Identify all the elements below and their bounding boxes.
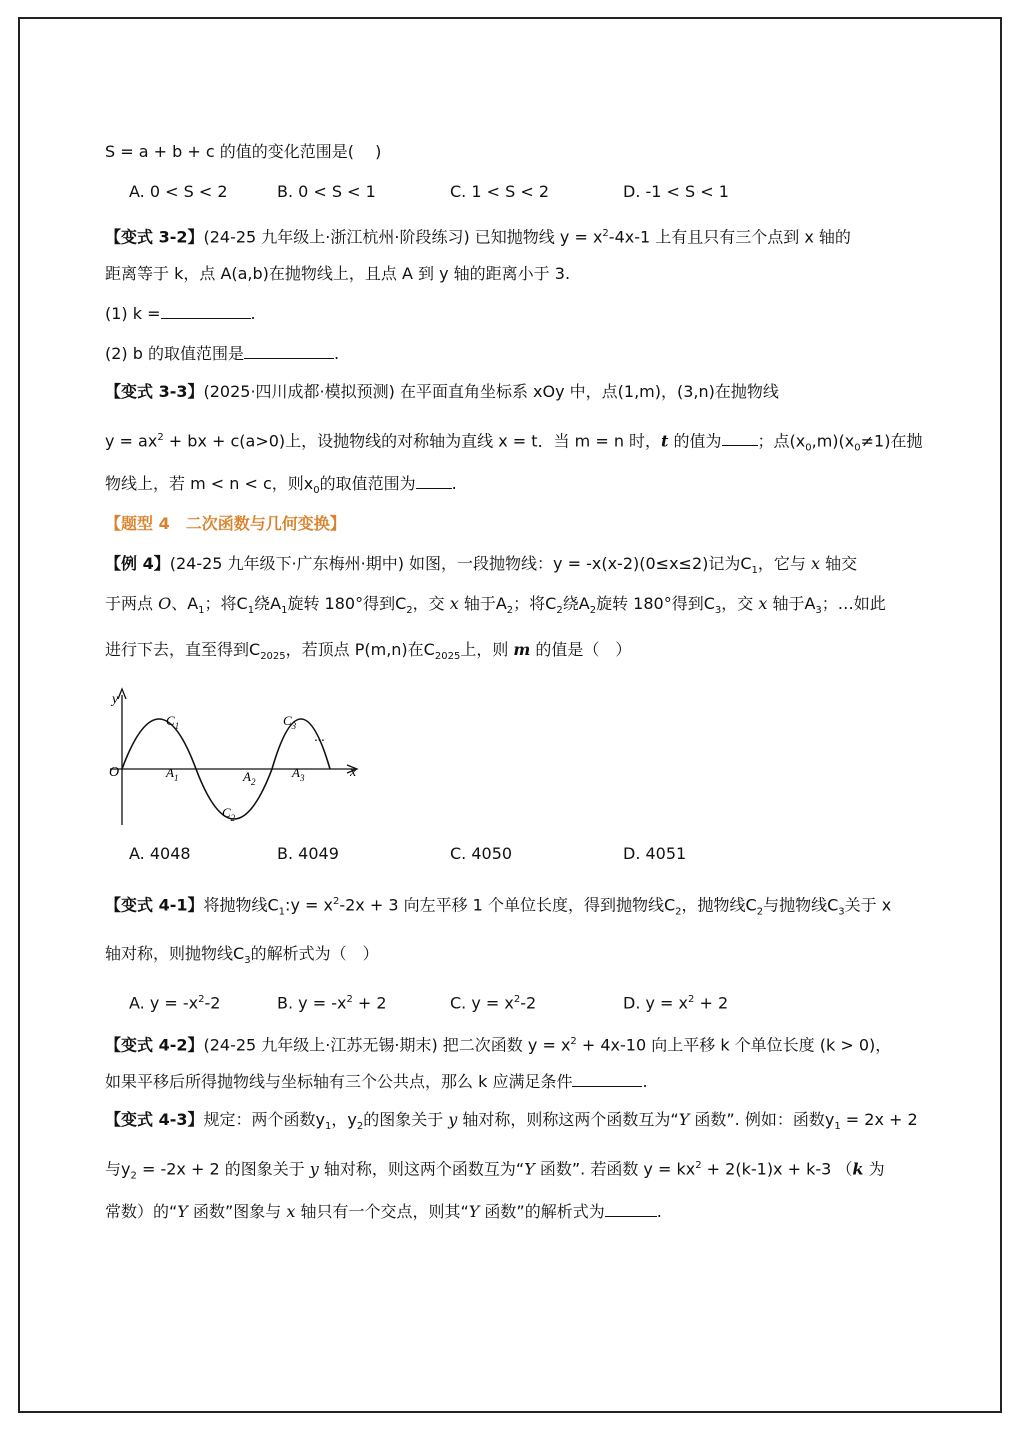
ex4-line2: 于两点 O、$A_1$；将$C_1$绕$A_1$旋转 180°得到$C_2$，交 x 轴于$A_2$；将$C_2$绕$A_2$旋转 180°得到$C_3$，交 x 轴于$A_3$；…如此 <box>105 594 886 617</box>
v3-3-line2: $y = ax^2$ + bx + c(a>0)上，设抛物线的对称轴为直线 x = t．当 m = n 时，t 的值为 ；点$(x_0,m)(x_0\ne 1)$在抛 <box>105 431 923 454</box>
v3-2-sub2: (2) b 的取值范围是 . <box>105 344 340 363</box>
label-a2: $A_2$ <box>243 769 256 787</box>
v4-1-option-c[interactable]: C. $y = x^2-2$ <box>450 993 537 1013</box>
answer-blank[interactable] <box>572 1070 642 1087</box>
ex4-option-c[interactable]: C. 4050 <box>450 844 513 863</box>
v3-2-tag: 【变式 3-2】 <box>105 227 204 247</box>
label-c1: $C_1$ <box>166 713 180 731</box>
v4-3-line1: 【变式 4-3】规定：两个函数$y_1$，$y_2$的图象关于 y 轴对称，则称这两个函数互为“Y 函数”. 例如：函数$y_1 = 2x + 2$ <box>105 1110 918 1133</box>
ex4-option-d[interactable]: D. 4051 <box>623 844 687 863</box>
v3-3-line1: 【变式 3-3】(2025·四川成都·模拟预测) 在平面直角坐标系 xOy 中，点(1,m)，(3,n)在抛物线 <box>105 382 779 401</box>
answer-blank[interactable] <box>244 342 334 359</box>
v4-1-option-a[interactable]: A. $y = -x^2-2$ <box>129 993 221 1013</box>
origin-label: O <box>109 765 120 780</box>
v4-1-line1: 【变式 4-1】将抛物线$C_1:y = x^2-2x + 3$ 向左平移 1 个单位长度，得到抛物线$C_2$，抛物线$C_2$与抛物线$C_3$关于 x <box>105 895 892 918</box>
v4-1-line2: 轴对称，则抛物线$C_3$的解析式为（ ） <box>105 944 379 967</box>
v3-2-line1: 【变式 3-2】(24-25 九年级上·浙江杭州·阶段练习) 已知抛物线 $y = x^2-4x-1$ 上有且只有三个点到 x 轴的 <box>105 227 851 247</box>
v4-1-option-d[interactable]: D. $y = x^2 + 2$ <box>623 993 729 1013</box>
label-c3: $C_3$ <box>283 713 297 731</box>
v4-2-line2: 如果平移后所得抛物线与坐标轴有三个公共点，那么 k 应满足条件 . <box>105 1072 648 1091</box>
v3-2-line2: 距离等于 k，点 A(a,b)在抛物线上，且点 A 到 y 轴的距离小于 3. <box>105 264 571 283</box>
v4-1-option-b[interactable]: B. $y = -x^2 + 2$ <box>277 993 387 1013</box>
ex4-line3: 进行下去，直至得到$C_{2025}$，若顶点 P(m,n)在$C_{2025}$上，则 m 的值是（ ） <box>105 640 632 663</box>
label-a1: $A_1$ <box>166 765 179 783</box>
label-c2: $C_2$ <box>222 805 236 823</box>
q3-option-a[interactable]: A. 0 < S < 2 <box>129 182 228 201</box>
answer-blank[interactable] <box>605 1200 657 1217</box>
x-axis-label: x <box>350 765 357 780</box>
parabola-figure <box>100 685 370 830</box>
v3-3-line3: 物线上，若 m < n < c，则$x_0$的取值范围为 . <box>105 474 457 497</box>
v4-1-tag: 【变式 4-1】 <box>105 895 204 915</box>
answer-blank[interactable] <box>722 429 758 446</box>
q3-option-c[interactable]: C. 1 < S < 2 <box>450 182 550 201</box>
ex4-line1: 【例 4】(24-25 九年级下·广东梅州·期中) 如图，一段抛物线：y = -x(x-2)(0≤x≤2)记为$C_1$，它与 x 轴交 <box>105 554 858 577</box>
ex4-option-a[interactable]: A. 4048 <box>129 844 191 863</box>
q3-option-d[interactable]: D. -1 < S < 1 <box>623 182 729 201</box>
answer-blank[interactable] <box>416 472 452 489</box>
ex4-tag: 【例 4】 <box>105 554 170 573</box>
v4-3-line2: 与$y_2 = -2x + 2$ 的图象关于 y 轴对称，则这两个函数互为“Y 函数”. 若函数 $y = kx^2 + 2(k-1)x + k-3$ （k 为 <box>105 1159 885 1182</box>
label-a3: $A_3$ <box>292 765 305 783</box>
q3-option-b[interactable]: B. 0 < S < 1 <box>277 182 376 201</box>
q3-stem: S = a + b + c 的值的变化范围是( ) <box>105 142 382 161</box>
ellipsis-label: ··· <box>314 734 325 749</box>
v3-2-sub1: (1) k = . <box>105 304 256 323</box>
ex4-option-b[interactable]: B. 4049 <box>277 844 339 863</box>
answer-blank[interactable] <box>161 302 251 319</box>
v4-2-tag: 【变式 4-2】 <box>105 1035 204 1055</box>
v4-3-line3: 常数）的“Y 函数”图象与 x 轴只有一个交点，则其“Y 函数”的解析式为 . <box>105 1202 662 1221</box>
y-axis-label: y <box>112 692 119 707</box>
v4-3-tag: 【变式 4-3】 <box>105 1110 204 1129</box>
v4-2-line1: 【变式 4-2】(24-25 九年级上·江苏无锡·期末) 把二次函数 $y = x^2 + 4x-10$ 向上平移 k 个单位长度 (k > 0)， <box>105 1035 892 1055</box>
v3-3-tag: 【变式 3-3】 <box>105 382 204 401</box>
section-heading-type4: 【题型 4 二次函数与几何变换】 <box>105 514 346 533</box>
curve-c2 <box>196 769 272 819</box>
curve-c1 <box>122 719 196 769</box>
